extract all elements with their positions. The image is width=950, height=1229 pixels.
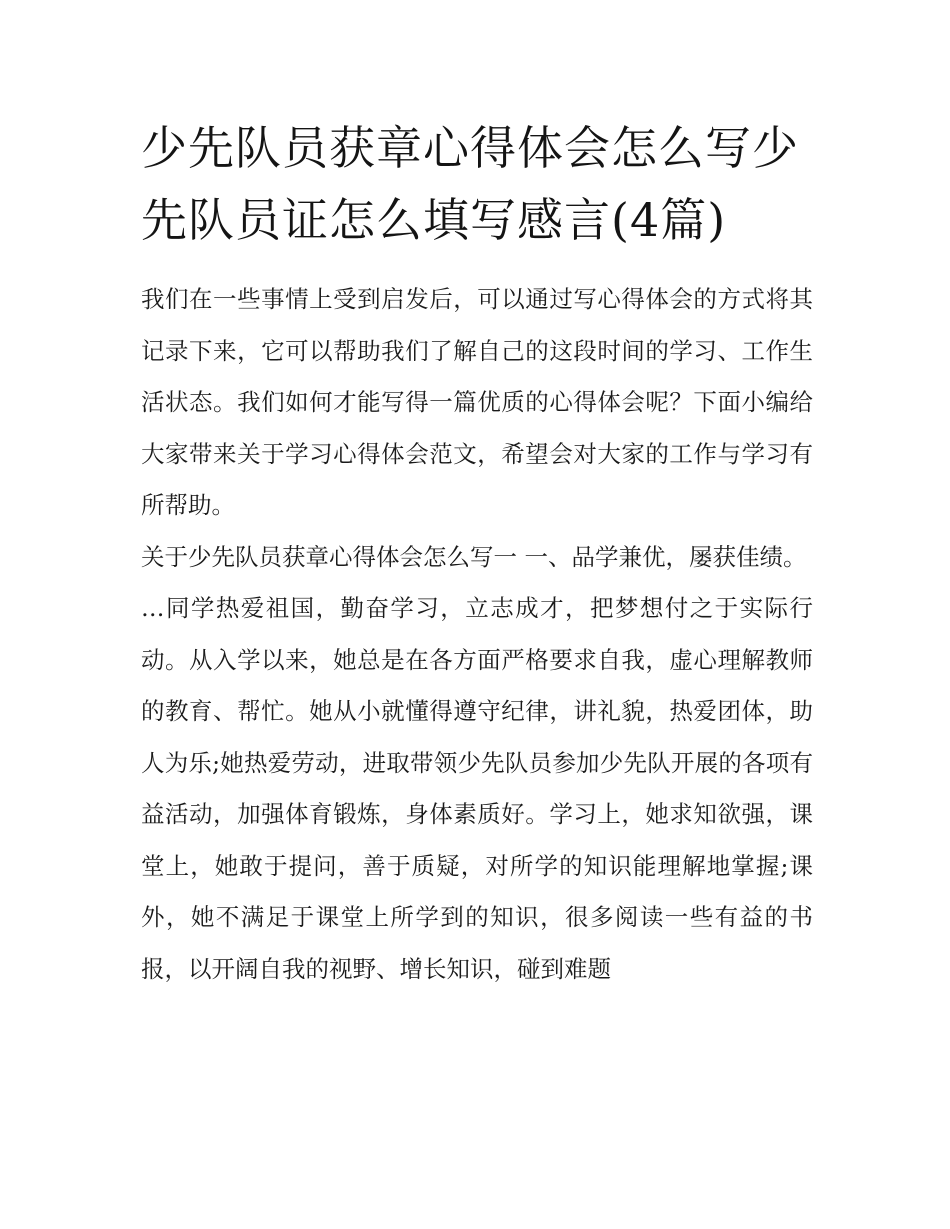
document-page xyxy=(141,112,813,995)
document-body xyxy=(141,274,813,995)
content-paragraph: …同学热爱祖国，勤奋学习，立志成才，把梦想付之于实际行动。从入学以来，她总是在各方面严格要求自我，虚心理解教师的教育、帮忙。她从小就懂得遵守纪律，讲礼貌，热爱团体，助人为乐;她热爱劳动，进取带领少先队员参加少先队开展的各项有益活动，加强体育锻炼，身体素质好。学习上，她求知欲强，课堂上，她敢于提问，善于质疑，对所学的知识能理解地掌握;课外，她不满足于课堂上所学到的知识，很多阅读一些有益的书报，以开阔自我的视野、增长知识，碰到难题 xyxy=(141,594,813,983)
document-title: 少先队员获章心得体会怎么写少先队员证怎么填写感言(4篇) xyxy=(141,121,799,247)
intro-paragraph: 我们在一些事情上受到启发后，可以通过写心得体会的方式将其记录下来，它可以帮助我们了解自己的这段时间的学习、工作生活状态。我们如何才能写得一篇优质的心得体会呢？下面小编给大家带来关于学习心得体会范文，希望会对大家的工作与学习有所帮助。 xyxy=(141,285,813,519)
section-heading-paragraph: 关于少先队员获章心得体会怎么写一 一、品学兼优，屡获佳绩。 xyxy=(141,542,807,571)
